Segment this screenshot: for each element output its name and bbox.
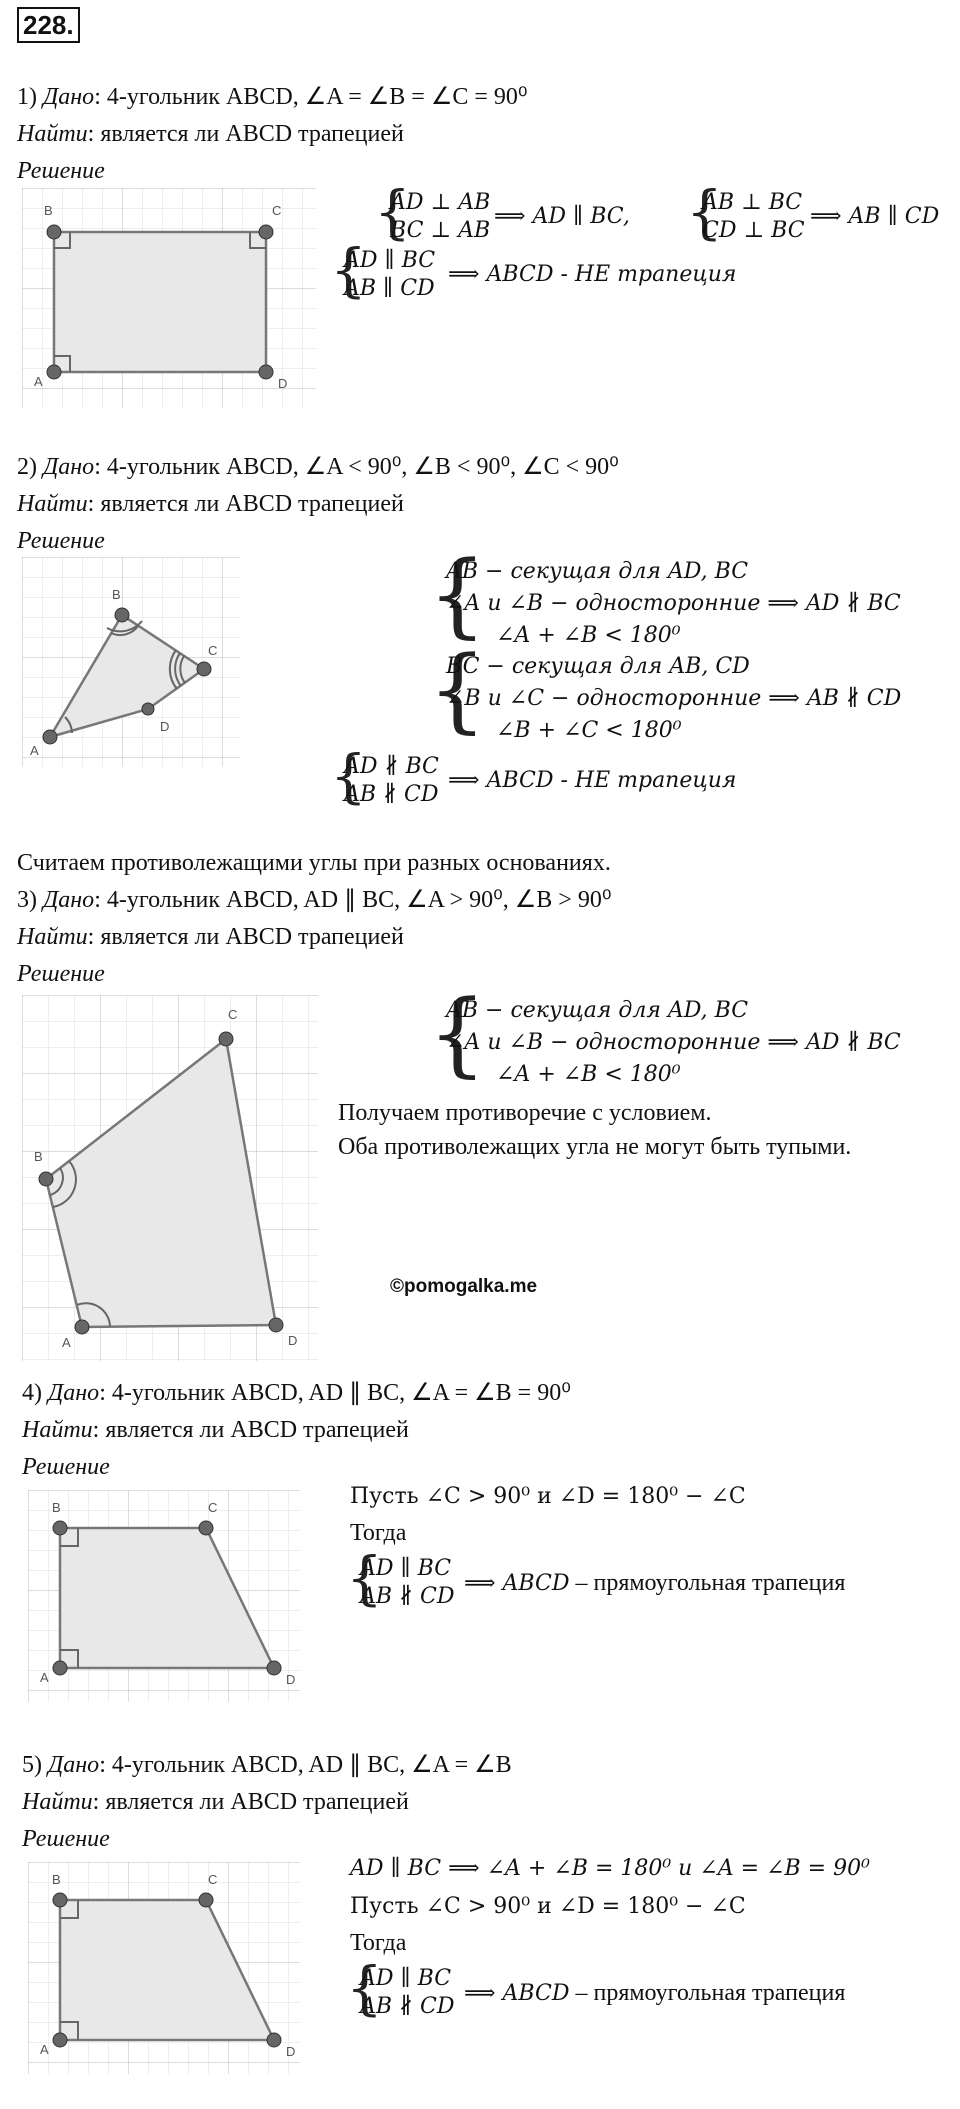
figure-1 [22, 188, 316, 408]
svg-text:A: A [62, 1335, 71, 1350]
part5-solution-label: Решение [22, 1826, 110, 1852]
figure-4 [28, 1490, 300, 1702]
svg-text:B: B [52, 1500, 61, 1515]
part4-find-line: Найти: является ли ABCD трапецией [22, 1417, 409, 1443]
part5-line-2: Тогда [350, 1930, 407, 1956]
note-text: Считаем противолежащими углы при разных основаниях. [17, 850, 611, 876]
given-text: : 4-угольник ABCD, ∠A = ∠B = ∠C = 90⁰ [94, 84, 528, 110]
part-number: 1) [17, 84, 37, 110]
part3-line-2: Оба противолежащих угла не могут быть тупыми. [338, 1134, 852, 1160]
part2-solution-label: Решение [17, 528, 105, 554]
part3-solution-label: Решение [17, 961, 105, 987]
svg-text:C: C [208, 643, 218, 658]
svg-text:B: B [52, 1872, 61, 1887]
vertex-label-a: A [34, 374, 43, 389]
svg-text:B: B [112, 587, 121, 602]
part4-given-line: 4) Дано: 4-угольник ABCD, AD ∥ BC, ∠A = ∠B = 90⁰ [22, 1380, 571, 1406]
part1-solution-label: Решение [17, 158, 105, 184]
vertex-label-b: B [44, 203, 53, 218]
rectangle-shape [54, 232, 266, 372]
svg-text:D: D [160, 719, 170, 734]
svg-text:D: D [286, 2044, 296, 2059]
svg-text:C: C [228, 1007, 238, 1022]
figure-2 [22, 557, 240, 767]
svg-text:C: C [208, 1500, 218, 1515]
svg-text:D: D [288, 1333, 298, 1348]
figure-3 [22, 995, 318, 1361]
vertex-label-d: D [278, 376, 288, 391]
find-text: : является ли ABCD трапецией [87, 121, 404, 147]
part3-line-1: Получаем противоречие с условием. [338, 1100, 712, 1126]
svg-text:A: A [40, 1670, 49, 1685]
svg-text:A: A [40, 2042, 49, 2057]
part4-line-2: Тогда [350, 1520, 407, 1546]
part3-given-line: 3) Дано: 4-угольник ABCD, AD ∥ BC, ∠A > 90⁰, ∠B > 90⁰ [17, 887, 612, 913]
part5-find-line: Найти: является ли ABCD трапецией [22, 1789, 409, 1815]
part3-find-line: Найти: является ли ABCD трапецией [17, 924, 404, 950]
svg-text:D: D [286, 1672, 296, 1687]
vertex-label-c: C [272, 203, 282, 218]
part2-find-line: Найти: является ли ABCD трапецией [17, 491, 404, 517]
part4-solution-label: Решение [22, 1454, 110, 1480]
svg-text:A: A [30, 743, 39, 758]
find-label: Найти [17, 121, 88, 147]
figure-5 [28, 1862, 300, 2074]
part1-find-line [17, 119, 404, 149]
part1-given-line [17, 82, 528, 112]
part5-given-line: 5) Дано: 4-угольник ABCD, AD ∥ BC, ∠A = ∠B [22, 1752, 512, 1778]
part4-line-1: Пусть ∠C > 90⁰ и ∠D = 180⁰ − ∠C [350, 1484, 746, 1509]
problem-number: 228. [17, 7, 80, 43]
part5-line-0: AD ∥ BC ⟹ ∠A + ∠B = 180⁰ и ∠A = ∠B = 90⁰ [350, 1856, 870, 1881]
svg-text:C: C [208, 1872, 218, 1887]
given-label: Дано [43, 84, 95, 110]
watermark: ©pomogalka.me [390, 1276, 538, 1297]
part2-given-line: 2) Дано: 4-угольник ABCD, ∠A < 90⁰, ∠B < 90⁰, ∠C < 90⁰ [17, 454, 619, 480]
part5-line-1: Пусть ∠C > 90⁰ и ∠D = 180⁰ − ∠C [350, 1894, 746, 1919]
svg-text:B: B [34, 1149, 43, 1164]
